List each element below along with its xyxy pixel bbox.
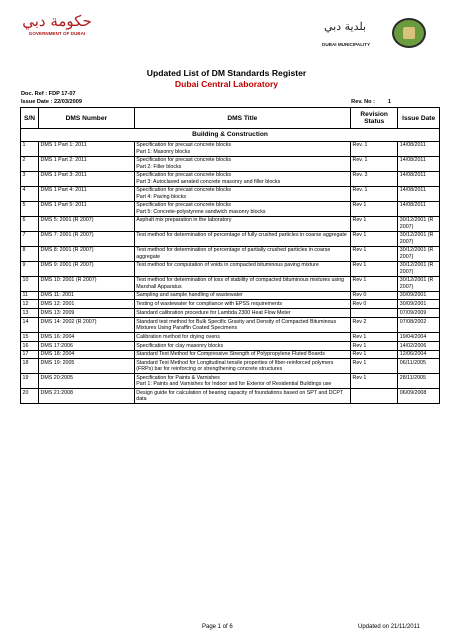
row-dms-title: Standard Test Method for Compressive Strength of Polypropylene Fluted Boards	[134, 350, 350, 359]
table-row	[21, 341, 440, 350]
government-logo-arabic: حكومة دبي	[22, 12, 92, 30]
row-issue-date: 30/12/2001 (R 2007)	[398, 261, 440, 276]
row-dms-title: Standard Test Method for Longitudinal tensile properties of fiber-reinforced polymers (FRPs) bar for reinforcing or strengthening concrete structures	[134, 359, 350, 374]
row-dms-number: DMS 19: 2005	[39, 359, 135, 374]
row-sn: 19	[21, 374, 39, 389]
row-issue-date: 14/08/2011	[398, 186, 440, 201]
row-revision: Rev. 3	[351, 171, 398, 186]
document-meta	[21, 90, 439, 106]
column-header-revision: Revision Status	[351, 108, 398, 129]
section-header-row	[21, 129, 440, 142]
row-revision	[351, 309, 398, 318]
row-issue-date: 30/12/2001 (R 2007)	[398, 246, 440, 261]
row-dms-number: DMS 14: 2002 (R 2007)	[39, 317, 135, 332]
row-revision: Rev 1	[351, 359, 398, 374]
row-sn: 15	[21, 332, 39, 341]
municipality-logo-caption: DUBAI MUNICIPALITY	[322, 42, 371, 47]
table-row	[21, 201, 440, 216]
table-row	[21, 186, 440, 201]
table-row	[21, 261, 440, 276]
row-dms-number: DMS 5: 2001 (R 2007)	[39, 216, 135, 231]
row-dms-number: DMS 1 Part 3: 2011	[39, 171, 135, 186]
column-header-number: DMS Number	[39, 108, 135, 129]
row-sn: 11	[21, 291, 39, 300]
row-sn: 8	[21, 246, 39, 261]
row-sn: 7	[21, 231, 39, 246]
row-dms-title: Standard test method for Bulk Specific Gravity and Density of Compacted Bituminous Mixtures Using Paraffin Coated Specimens	[134, 317, 350, 332]
row-issue-date: 19/04/2004	[398, 332, 440, 341]
row-issue-date: 14/02/2006	[398, 341, 440, 350]
table-row	[21, 309, 440, 318]
row-sn: 12	[21, 300, 39, 309]
row-dms-title: Test method for determination of percentage of fully crushed particles in coarse aggregate	[134, 231, 350, 246]
row-dms-number: DMS 9: 2001 (R 2007)	[39, 261, 135, 276]
row-dms-number: DMS 18: 2004	[39, 350, 135, 359]
column-header-issue-date: Issue Date	[398, 108, 440, 129]
row-sn: 10	[21, 276, 39, 291]
row-sn: 20	[21, 389, 39, 404]
row-dms-title: Specification for precast concrete blocks Part 3: Autoclaved aerated concrete masonry and filler blocks	[134, 171, 350, 186]
column-header-title: DMS Title	[134, 108, 350, 129]
row-dms-title: Calibration method for drying ovens	[134, 332, 350, 341]
row-dms-title: Specification for precast concrete blocks Part 5: Concrete-polystyrene sandwich masonry blocks	[134, 201, 350, 216]
table-row	[21, 231, 440, 246]
row-sn: 4	[21, 186, 39, 201]
row-issue-date: 30/09/2001	[398, 300, 440, 309]
municipality-emblem-icon	[392, 18, 426, 48]
row-dms-title: Asphalt mix preparation in the laboratory	[134, 216, 350, 231]
section-title: Building & Construction	[21, 129, 440, 142]
row-dms-title: Specification for precast concrete blocks Part 4: Paving blocks	[134, 186, 350, 201]
row-revision: Rev 1	[351, 276, 398, 291]
page-number: Page 1 of 6	[202, 624, 233, 630]
row-sn: 16	[21, 341, 39, 350]
government-of-dubai-logo	[22, 12, 92, 36]
table-row	[21, 389, 440, 404]
row-revision: Rev. 1	[351, 141, 398, 156]
row-dms-title: Specification for clay masonry blocks	[134, 341, 350, 350]
updated-date: Updated on 21/11/2011	[358, 624, 420, 630]
row-dms-number: DMS 10: 2001 (R 2007)	[39, 276, 135, 291]
row-sn: 1	[21, 141, 39, 156]
row-sn: 13	[21, 309, 39, 318]
table-header-row	[21, 108, 440, 129]
row-dms-title: Specification for Paints & Varnishes Part 1: Paints and Varnishes for Indoor and for Exterior of Residential Buildings use	[134, 374, 350, 389]
row-dms-number: DMS 21:2008	[39, 389, 135, 404]
table-row	[21, 156, 440, 171]
row-revision: Rev 1	[351, 216, 398, 231]
column-header-sn: S/N	[21, 108, 39, 129]
row-revision: Rev 0	[351, 291, 398, 300]
row-revision: Rev 1	[351, 261, 398, 276]
row-dms-number: DMS 11: 2001	[39, 291, 135, 300]
row-issue-date: 14/08/2011	[398, 141, 440, 156]
row-dms-title: Test method for determination of percentage of partially crushed particles in coarse aggregate	[134, 246, 350, 261]
row-sn: 3	[21, 171, 39, 186]
row-dms-title: Testing of wastewater for compliance with EPSS requirements	[134, 300, 350, 309]
row-issue-date: 28/11/2005	[398, 374, 440, 389]
row-revision: Rev 2	[351, 317, 398, 332]
row-dms-number: DMS 16: 2004	[39, 332, 135, 341]
table-row	[21, 276, 440, 291]
table-row	[21, 216, 440, 231]
table-row	[21, 291, 440, 300]
row-sn: 5	[21, 201, 39, 216]
row-revision: Rev 1	[351, 201, 398, 216]
row-dms-title: Design guide for calculation of bearing capacity of foundations based on SPT and DCPT data	[134, 389, 350, 404]
table-row	[21, 141, 440, 156]
row-revision: Rev 1	[351, 231, 398, 246]
row-revision: Rev 1	[351, 246, 398, 261]
row-issue-date: 06/09/2008	[398, 389, 440, 404]
row-revision: Rev. 1	[351, 186, 398, 201]
row-dms-number: DMS 1 Part 5: 2011	[39, 201, 135, 216]
row-dms-number: DMS 8: 2001 (R 2007)	[39, 246, 135, 261]
row-dms-number: DMS 12: 2001	[39, 300, 135, 309]
row-dms-number: DMS 1 Part 1: 2011	[39, 141, 135, 156]
row-issue-date: 14/08/2011	[398, 156, 440, 171]
row-revision: Rev. 1	[351, 156, 398, 171]
row-dms-number: DMS 1 Part 4: 2011	[39, 186, 135, 201]
row-dms-number: DMS 1 Part 2: 2011	[39, 156, 135, 171]
row-issue-date: 07/08/2002	[398, 317, 440, 332]
issue-date: Issue Date : 22/03/2009	[21, 99, 82, 105]
row-sn: 6	[21, 216, 39, 231]
table-row	[21, 350, 440, 359]
row-revision: Rev 1	[351, 332, 398, 341]
row-issue-date: 14/08/2011	[398, 201, 440, 216]
row-revision: Rev 1	[351, 350, 398, 359]
row-sn: 14	[21, 317, 39, 332]
row-dms-number: DMS 13: 2009	[39, 309, 135, 318]
row-issue-date: 30/12/2001 (R 2007)	[398, 231, 440, 246]
row-issue-date: 06/11/2005	[398, 359, 440, 374]
row-revision: Rev 0	[351, 300, 398, 309]
row-issue-date: 12/06/2004	[398, 350, 440, 359]
table-row	[21, 317, 440, 332]
table-row	[21, 374, 440, 389]
row-issue-date: 07/09/2009	[398, 309, 440, 318]
table-row	[21, 300, 440, 309]
row-issue-date: 30/09/2001	[398, 291, 440, 300]
row-dms-title: Standard calibration procedure for Lambda 2300 Heat Flow Meter	[134, 309, 350, 318]
row-dms-title: Specification for precast concrete blocks Part 1: Masonry blocks	[134, 141, 350, 156]
row-sn: 9	[21, 261, 39, 276]
row-revision: Rev 1	[351, 374, 398, 389]
table-row	[21, 332, 440, 341]
row-sn: 2	[21, 156, 39, 171]
doc-ref: Doc. Ref : FDP 17-07	[21, 91, 76, 97]
dubai-municipality-logo	[316, 18, 434, 52]
row-issue-date: 14/08/2011	[398, 171, 440, 186]
row-sn: 17	[21, 350, 39, 359]
row-dms-number: DMS 17:2006	[39, 341, 135, 350]
row-dms-title: Test method for determination of loss of stability of compacted bituminous mixtures using Marshall Apparatus	[134, 276, 350, 291]
municipality-logo-arabic: بلدية دبي	[324, 20, 367, 33]
row-dms-number: DMS 20:2005	[39, 374, 135, 389]
row-dms-number: DMS 7: 2001 (R 2007)	[39, 231, 135, 246]
row-sn: 18	[21, 359, 39, 374]
rev-value: 1	[387, 99, 391, 105]
government-logo-caption: GOVERNMENT OF DUBAI	[28, 31, 86, 36]
document-title-block	[0, 68, 453, 89]
table-row	[21, 171, 440, 186]
row-dms-title: Test method for computation of voids in compacted bituminous paving mixture	[134, 261, 350, 276]
row-dms-title: Sampling and sample handling of wastewater	[134, 291, 350, 300]
document-subtitle: Dubai Central Laboratory	[174, 79, 279, 89]
row-revision	[351, 389, 398, 404]
row-issue-date: 30/12/2001 (R 2007)	[398, 276, 440, 291]
row-revision: Rev 1	[351, 341, 398, 350]
document-title: Updated List of DM Standards Register	[146, 68, 307, 78]
row-dms-title: Specification for precast concrete blocks Part 2: Filler blocks	[134, 156, 350, 171]
table-row	[21, 359, 440, 374]
standards-table	[20, 107, 440, 404]
row-issue-date: 30/12/2001 (R 2007)	[398, 216, 440, 231]
rev-label: Rev. No :	[351, 99, 375, 105]
table-row	[21, 246, 440, 261]
